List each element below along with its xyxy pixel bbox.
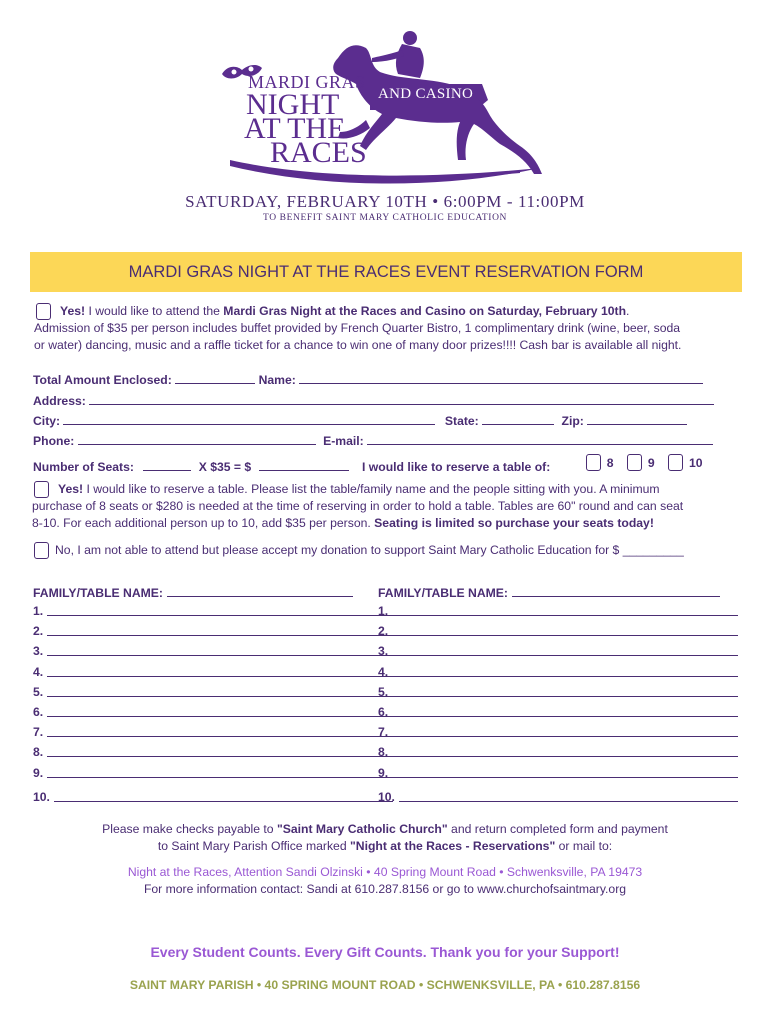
guest-name-field[interactable] [47, 623, 393, 636]
logo-night: NIGHT [246, 88, 340, 121]
name-field[interactable] [299, 372, 703, 384]
guest-name-field[interactable] [47, 684, 393, 697]
price-label: X $35 = $ [198, 460, 252, 474]
attend-details-line: or water) dancing, music and a raffle ticket for a chance to win one of many door prizes!!!! Cash bar is available all night. [34, 338, 682, 352]
seats-label: Number of Seats: [33, 460, 134, 474]
family-table-name-field-right[interactable] [512, 585, 720, 597]
list-number: 10. [33, 789, 50, 804]
city-label: City: [33, 414, 61, 428]
guest-name-field[interactable] [392, 744, 738, 757]
list-number: 6. [33, 704, 44, 719]
list-number: 3. [33, 644, 44, 659]
list-number: 1. [33, 604, 44, 618]
family-table-list-left [33, 585, 393, 809]
logo-mardi-gras: MARDI GRAS [248, 72, 366, 92]
donation-text: No, I am not able to attend but please accept my donation to support Saint Mary Catholic Education for $ _________ [55, 543, 684, 557]
family-table-header-label: FAMILY/TABLE NAME: [33, 586, 163, 600]
list-item [33, 623, 393, 643]
family-table-header-left [33, 585, 393, 603]
table-minimum-line: purchase of 8 seats or $280 is needed at the time of reserving in order to hold a table. Tables are 60" round and can seat [32, 499, 684, 513]
parish-footer: SAINT MARY PARISH • 40 SPRING MOUNT ROAD • SCHWENKSVILLE, PA • 610.287.8156 [129, 978, 641, 992]
family-table-header-right [378, 585, 738, 603]
list-number: 6. [378, 704, 389, 719]
payment-instructions [0, 821, 770, 855]
table-yes-label: Yes! [58, 482, 84, 496]
contact-info: For more information contact: Sandi at 610.287.8156 or go to www.churchofsaintmary.org [143, 882, 627, 896]
checks-payee: "Saint Mary Catholic Church" [276, 822, 448, 836]
guest-name-field[interactable] [392, 664, 738, 677]
guest-name-field[interactable] [47, 765, 393, 778]
attend-admission-line: Admission of $35 per person includes buffet provided by French Quarter Bistro, 1 complimentary drink (wine, beer, soda [34, 321, 681, 335]
attend-yes-checkbox[interactable] [36, 303, 51, 320]
list-item [33, 744, 393, 764]
attend-event-name: Mardi Gras Night at the Races and Casino on Saturday, February 10th [223, 304, 627, 318]
list-item [33, 643, 393, 663]
event-logo [220, 28, 550, 188]
address-label: Address: [33, 394, 86, 408]
checks-text-a: Please make checks payable to [102, 822, 277, 836]
mailing-block [0, 864, 770, 898]
guest-name-field[interactable] [392, 643, 738, 656]
guest-name-field[interactable] [47, 724, 393, 737]
total-price-field[interactable] [259, 459, 349, 471]
list-item [378, 664, 738, 684]
office-text-b: or mail to: [555, 839, 613, 853]
list-number: 1. [378, 604, 389, 618]
list-number: 4. [378, 664, 389, 679]
donation-checkbox[interactable] [34, 542, 49, 559]
list-number: 8. [33, 745, 44, 760]
list-number: 2. [378, 624, 389, 639]
family-table-list-right [378, 585, 738, 809]
guest-name-field[interactable] [47, 643, 393, 656]
attend-yes-label: Yes! [60, 304, 86, 318]
list-item [33, 765, 393, 785]
table-yes-checkbox[interactable] [34, 481, 49, 498]
email-field[interactable] [367, 433, 713, 445]
total-amount-label: Total Amount Enclosed: [33, 373, 172, 387]
family-table-name-field-left[interactable] [167, 585, 353, 597]
list-item [378, 684, 738, 704]
table-reservation-section [32, 481, 742, 532]
list-number: 5. [378, 684, 389, 699]
total-amount-field[interactable] [175, 372, 255, 384]
family-table-header-label: FAMILY/TABLE NAME: [378, 586, 508, 600]
logo-races: RACES [270, 136, 367, 169]
table-9-checkbox[interactable] [627, 454, 642, 471]
guest-name-field[interactable] [47, 704, 393, 717]
email-label: E-mail: [323, 434, 364, 448]
logo-at-the: AT THE [244, 112, 346, 145]
state-label: State: [444, 414, 479, 428]
guest-name-field[interactable] [399, 789, 738, 802]
table-option-9[interactable] [627, 454, 655, 471]
guest-name-field[interactable] [392, 704, 738, 717]
table-text-a: I would like to reserve a table. Please list the table/family name and the people sitting with you. A minimum [83, 482, 660, 496]
list-item [33, 603, 393, 623]
state-field[interactable] [482, 413, 554, 425]
office-text-a: to Saint Mary Parish Office marked [157, 839, 350, 853]
table-10-checkbox[interactable] [668, 454, 683, 471]
guest-name-field[interactable] [392, 684, 738, 697]
list-item [378, 789, 738, 809]
list-item [378, 724, 738, 744]
guest-name-field[interactable] [392, 724, 738, 737]
list-item [33, 789, 393, 809]
office-marking: "Night at the Races - Reservations" [349, 839, 556, 853]
list-number: 3. [378, 644, 389, 659]
table-10-label: 10 [689, 455, 703, 470]
guest-name-field[interactable] [392, 603, 738, 616]
table-option-10[interactable] [668, 454, 703, 471]
table-additional-line: 8-10. For each additional person up to 10, add $35 per person. [32, 516, 375, 530]
mailing-address: Night at the Races, Attention Sandi Olzinski • 40 Spring Mount Road • Schwenksville, PA 19473 [127, 865, 643, 879]
list-item [378, 765, 738, 785]
attend-section [34, 303, 734, 354]
zip-label: Zip: [561, 414, 584, 428]
list-item [378, 744, 738, 764]
guest-name-field[interactable] [47, 603, 393, 616]
list-item [378, 603, 738, 623]
list-number: 10. [378, 789, 395, 804]
event-date: SATURDAY, FEBRUARY 10TH • 6:00PM - 11:00PM [185, 192, 585, 211]
guest-name-field[interactable] [47, 664, 393, 677]
table-8-label: 8 [606, 455, 614, 470]
seats-field[interactable] [143, 459, 191, 471]
list-item [378, 704, 738, 724]
attend-text-b: . [626, 304, 630, 318]
list-number: 8. [378, 745, 389, 760]
list-number: 9. [33, 765, 44, 780]
logo-and-casino: AND CASINO [378, 86, 474, 102]
list-item [33, 664, 393, 684]
list-number: 7. [378, 725, 389, 740]
benefit-line: TO BENEFIT SAINT MARY CATHOLIC EDUCATION [262, 213, 507, 223]
list-item [378, 623, 738, 643]
guest-name-field[interactable] [392, 765, 738, 778]
tagline: Every Student Counts. Every Gift Counts. Thank you for your Support! [150, 944, 620, 960]
table-8-checkbox[interactable] [586, 454, 601, 471]
list-number: 2. [33, 624, 44, 639]
list-item [33, 724, 393, 744]
guest-name-field[interactable] [54, 789, 393, 802]
table-seating-limited: Seating is limited so purchase your seats today! [374, 516, 654, 530]
phone-label: Phone: [33, 434, 75, 448]
guest-name-field[interactable] [47, 744, 393, 757]
address-field[interactable] [89, 393, 714, 405]
checks-text-b: and return completed form and payment [447, 822, 668, 836]
guest-name-field[interactable] [392, 623, 738, 636]
name-label: Name: [258, 373, 296, 387]
list-item [33, 684, 393, 704]
table-9-label: 9 [647, 455, 655, 470]
form-title-bar [30, 252, 742, 292]
reserve-table-label: I would like to reserve a table of: [362, 460, 551, 474]
list-number: 5. [33, 684, 44, 699]
list-item [33, 704, 393, 724]
table-option-8[interactable] [586, 454, 614, 471]
attend-text-a: I would like to attend the [85, 304, 224, 318]
city-field[interactable] [63, 413, 435, 425]
donation-section [34, 542, 734, 559]
phone-field[interactable] [78, 433, 316, 445]
list-item [378, 643, 738, 663]
form-title: MARDI GRAS NIGHT AT THE RACES EVENT RESERVATION FORM [128, 262, 644, 281]
list-number: 9. [378, 765, 389, 780]
list-number: 4. [33, 664, 44, 679]
list-number: 7. [33, 725, 44, 740]
zip-field[interactable] [587, 413, 687, 425]
